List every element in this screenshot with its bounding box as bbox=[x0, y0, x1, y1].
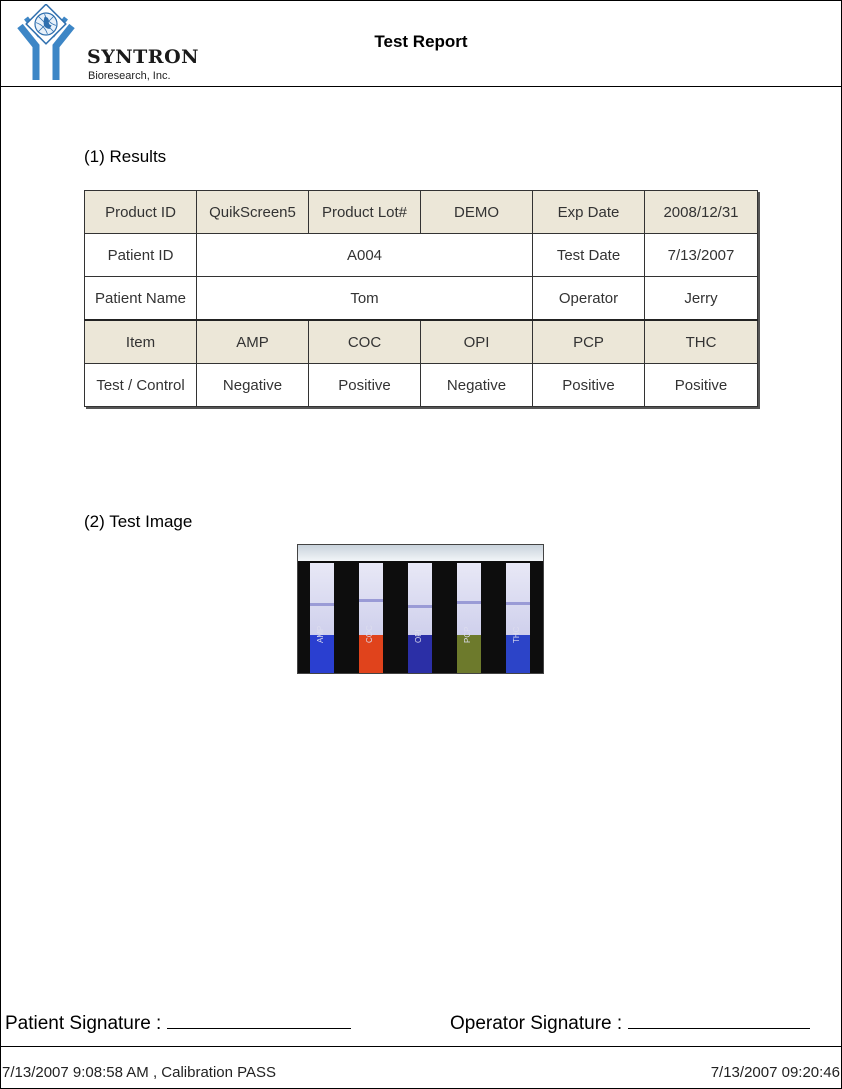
table-cell: THC bbox=[645, 320, 758, 364]
test-strip bbox=[408, 563, 432, 673]
table-cell: Positive bbox=[309, 364, 421, 407]
table-cell: Positive bbox=[533, 364, 645, 407]
strip-label: OPI bbox=[414, 629, 423, 643]
table-cell: Product Lot# bbox=[309, 191, 421, 234]
table-cell: Operator bbox=[533, 277, 645, 321]
table-row bbox=[85, 364, 758, 407]
table-cell: QuikScreen5 bbox=[197, 191, 309, 234]
table-cell: Patient ID bbox=[85, 234, 197, 277]
test-strip bbox=[359, 563, 383, 673]
table-cell: A004 bbox=[197, 234, 533, 277]
table-cell: 2008/12/31 bbox=[645, 191, 758, 234]
report-title: Test Report bbox=[374, 32, 468, 51]
table-cell: OPI bbox=[421, 320, 533, 364]
image-top-band bbox=[298, 545, 543, 561]
table-cell: Tom bbox=[197, 277, 533, 321]
table-cell: PCP bbox=[533, 320, 645, 364]
test-strip-image bbox=[297, 544, 544, 674]
patient-signature-line[interactable] bbox=[167, 1010, 351, 1029]
test-strip bbox=[457, 563, 481, 673]
table-cell: DEMO bbox=[421, 191, 533, 234]
table-cell: Test / Control bbox=[85, 364, 197, 407]
table-cell: Product ID bbox=[85, 191, 197, 234]
table-cell: COC bbox=[309, 320, 421, 364]
strip-label: PCP bbox=[463, 626, 472, 643]
strip-label: AMP bbox=[316, 625, 325, 643]
table-cell: Positive bbox=[645, 364, 758, 407]
table-row bbox=[85, 277, 758, 321]
calibration-status: 7/13/2007 9:08:58 AM , Calibration PASS bbox=[2, 1064, 277, 1081]
test-image-section-title: (2) Test Image bbox=[84, 512, 193, 531]
table-cell: AMP bbox=[197, 320, 309, 364]
table-row bbox=[85, 234, 758, 277]
test-strip bbox=[310, 563, 334, 673]
patient-signature-label: Patient Signature : bbox=[5, 1013, 162, 1034]
report-header bbox=[0, 0, 842, 87]
table-cell: Item bbox=[85, 320, 197, 364]
test-strip bbox=[506, 563, 530, 673]
table-cell: Patient Name bbox=[85, 277, 197, 321]
table-cell: Jerry bbox=[645, 277, 758, 321]
results-section-title: (1) Results bbox=[84, 147, 167, 166]
logo-company-name: SYNTRON bbox=[87, 46, 199, 68]
print-timestamp: 7/13/2007 09:20:46 bbox=[710, 1064, 840, 1081]
operator-signature bbox=[450, 1010, 810, 1035]
patient-signature bbox=[5, 1010, 351, 1035]
operator-signature-label: Operator Signature : bbox=[450, 1013, 623, 1034]
table-cell: Negative bbox=[421, 364, 533, 407]
table-row bbox=[85, 191, 758, 234]
results-table bbox=[84, 190, 758, 407]
footer-divider bbox=[0, 1046, 842, 1047]
table-cell: Negative bbox=[197, 364, 309, 407]
table-cell: 7/13/2007 bbox=[645, 234, 758, 277]
table-row bbox=[85, 320, 758, 364]
table-cell: Exp Date bbox=[533, 191, 645, 234]
logo-company-subtitle: Bioresearch, Inc. bbox=[88, 70, 171, 82]
operator-signature-line[interactable] bbox=[628, 1010, 810, 1029]
strip-label: COC bbox=[365, 625, 374, 643]
strip-label: THC bbox=[512, 626, 521, 643]
table-cell: Test Date bbox=[533, 234, 645, 277]
